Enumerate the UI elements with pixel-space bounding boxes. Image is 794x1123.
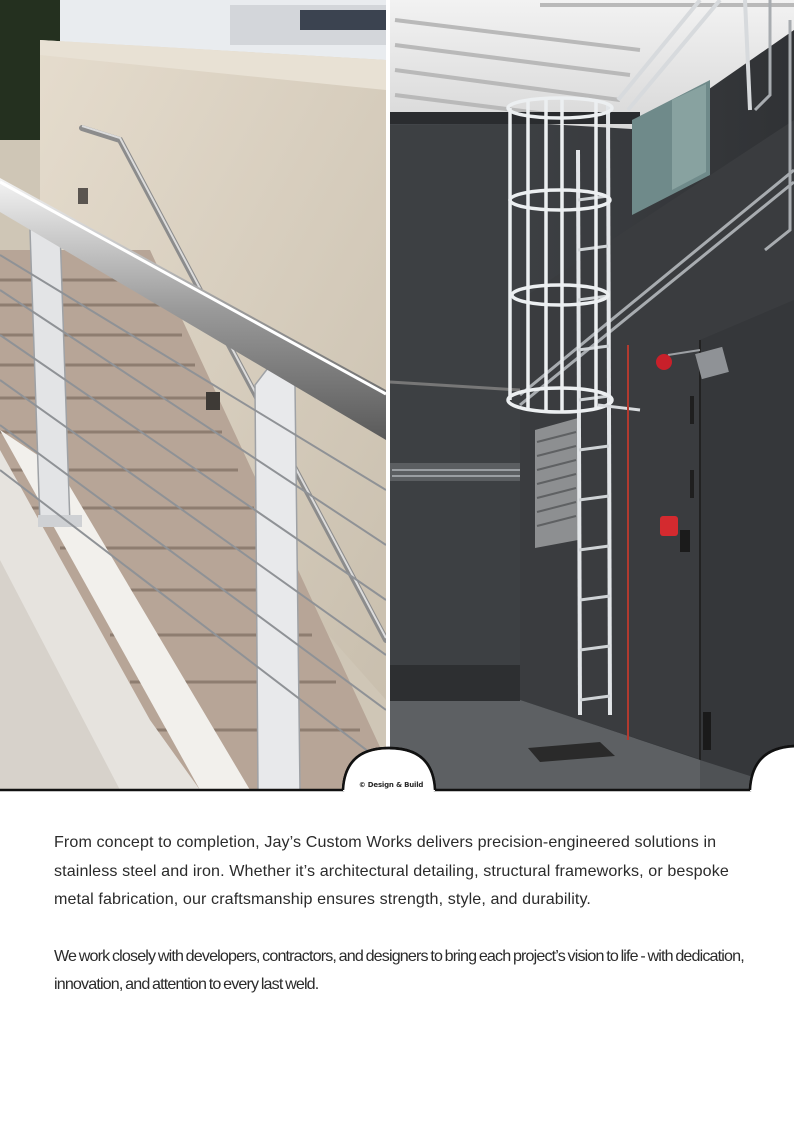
staircase-photo <box>0 0 386 790</box>
intro-paragraph: From concept to completion, Jay’s Custom Works delivers precision-engineered solutions in stainless steel and iron. Whether it’s architectural detailing, structural frameworks, or bespoke metal fabrication, our craftsmanship ensures strength, style, and durability. <box>54 833 729 908</box>
collaboration-paragraph: We work closely with developers, contractors, and designers to bring each project’s vision to life - with dedication, innovation, and attention to every last weld. <box>54 946 744 993</box>
photo-credit: © Design & Build <box>358 781 424 789</box>
ladder-photo <box>390 0 794 790</box>
body-copy <box>54 828 744 999</box>
